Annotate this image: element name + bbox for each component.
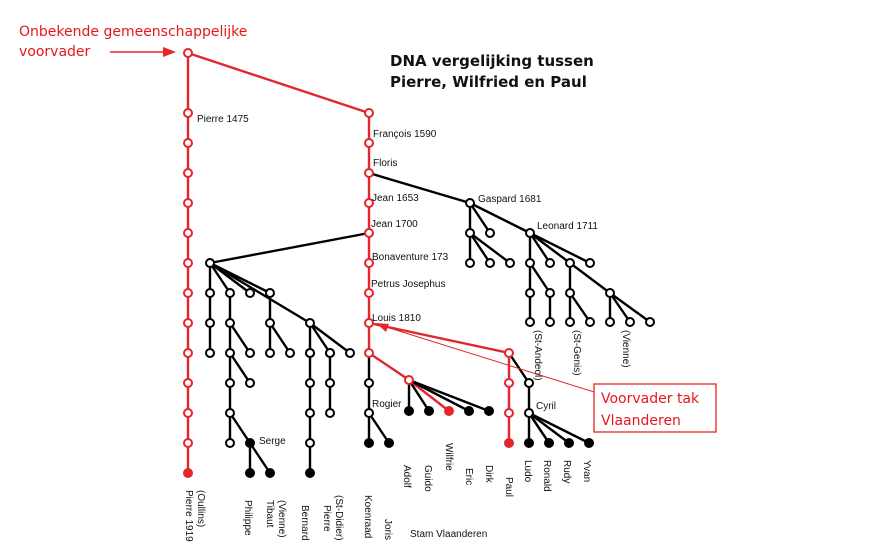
francois-line-node — [365, 349, 373, 357]
tree-node — [546, 318, 554, 326]
node-labels — [197, 114, 598, 447]
tree-node — [566, 289, 574, 297]
oullins-line-node — [184, 319, 192, 327]
tree-node — [526, 318, 534, 326]
tree-node — [526, 259, 534, 267]
label-jean-1653: Jean 1653 — [372, 193, 419, 204]
leaf-wilfrie: Wilfrie — [443, 443, 454, 471]
tree-edge — [610, 293, 630, 322]
cyril-child-leaf — [525, 439, 533, 447]
tree-edge — [230, 413, 250, 443]
francois-line-node — [365, 139, 373, 147]
ancestor-note-line2: voorvader — [19, 44, 91, 60]
label-jean-1700: Jean 1700 — [371, 219, 418, 230]
leaf-st-genis: (St-Genis) — [571, 330, 582, 376]
tree-node — [566, 318, 574, 326]
francois-line-node — [365, 229, 373, 237]
label-petrus: Petrus Josephus — [371, 279, 446, 290]
leaf-bernard: Bernard — [299, 505, 310, 541]
oullins-line-node — [184, 349, 192, 357]
francois-line-node — [365, 109, 373, 117]
bernard-line-node — [306, 349, 314, 357]
branch-note-line1: Voorvader tak — [601, 391, 700, 407]
leaf-koenraad: Koenraad — [362, 495, 373, 539]
label-francois: François 1590 — [373, 129, 437, 140]
tree-edge — [230, 323, 250, 353]
oullins-line-node — [184, 409, 192, 417]
tree-edge — [310, 323, 330, 353]
joris-edge — [369, 413, 389, 443]
tree-node — [466, 259, 474, 267]
label-cyril: Cyril — [536, 401, 556, 412]
bernard-leaf — [306, 469, 314, 477]
leaf-pierre-st-didier: Pierre — [321, 505, 332, 532]
leaf-node — [485, 407, 493, 415]
oullins-line-node — [184, 469, 192, 477]
leaf-ronald: Ronald — [541, 460, 552, 492]
joris-leaf — [385, 439, 393, 447]
leaf-node — [465, 407, 473, 415]
bernard-line-node — [306, 379, 314, 387]
tree-node — [646, 318, 654, 326]
tree-node — [266, 289, 274, 297]
cyril-edge — [509, 353, 529, 383]
leaf-node — [445, 407, 453, 415]
tree-node — [586, 259, 594, 267]
cyril-parent-node — [525, 379, 533, 387]
leaf-tibaut: Tibaut — [264, 500, 275, 528]
bernard-line-node — [306, 409, 314, 417]
tree-node — [486, 259, 494, 267]
tree-node — [286, 349, 294, 357]
leaf-node — [425, 407, 433, 415]
tree-edge — [530, 263, 550, 293]
paul-line-node — [505, 349, 513, 357]
leaf-ludo: Ludo — [522, 460, 533, 483]
tree-node — [246, 379, 254, 387]
branch-note-arrow-head — [376, 323, 389, 332]
french-branch-node — [206, 259, 214, 267]
francois-line-node — [365, 289, 373, 297]
tree-node — [526, 289, 534, 297]
ancestor-arrow-head — [163, 47, 176, 57]
oullins-line-node — [184, 109, 192, 117]
pierre-st-didier-line-node — [326, 409, 334, 417]
leaf-names — [183, 330, 631, 542]
ancestor-to-francois-edge — [188, 53, 369, 113]
tree-node — [306, 319, 314, 327]
oullins-line-node — [184, 439, 192, 447]
tree-node — [226, 379, 234, 387]
rogier-node — [365, 409, 373, 417]
cyril-child-leaf — [585, 439, 593, 447]
tree-edge — [230, 353, 250, 383]
tree-node — [206, 349, 214, 357]
ancestor-note — [19, 24, 247, 60]
tree-node — [226, 349, 234, 357]
bernard-line-node — [306, 439, 314, 447]
leaf-philippe: Philippe — [242, 500, 253, 536]
leaf-dirk: Dirk — [483, 465, 494, 483]
paul-line-node — [505, 409, 513, 417]
vlaanderen-node — [405, 376, 413, 384]
tree-node — [546, 289, 554, 297]
vlaanderen-edge — [369, 353, 409, 380]
leaf-rudy: Rudy — [561, 460, 572, 484]
oullins-line-node — [184, 49, 192, 57]
pierre-st-didier-line-node — [326, 349, 334, 357]
tree-node — [346, 349, 354, 357]
koenraad-leaf — [365, 439, 373, 447]
tree-node — [246, 349, 254, 357]
tree-edge — [470, 233, 490, 263]
tree-node — [546, 259, 554, 267]
oullins-line-node — [184, 289, 192, 297]
label-rogier: Rogier — [372, 399, 402, 410]
leaf-vienne: (Vienne) — [620, 330, 631, 368]
diagram-title — [390, 52, 594, 91]
tree-node — [206, 319, 214, 327]
tree-node — [226, 409, 234, 417]
tree-node — [606, 289, 614, 297]
paul-line-node — [505, 379, 513, 387]
paul-edge — [369, 323, 509, 353]
label-serge: Serge — [259, 436, 286, 447]
pierre-st-didier-line-node — [326, 379, 334, 387]
tibaut-leaf — [266, 469, 274, 477]
stam-vlaanderen-label: Stam Vlaanderen — [410, 529, 488, 540]
leaf-yvan: Yvan — [581, 460, 592, 483]
tree-node — [226, 439, 234, 447]
leaf-pierre-st-didier-place: (St-Didier) — [333, 495, 344, 541]
leaf-eric: Eric — [463, 468, 474, 486]
label-floris: Floris — [373, 158, 398, 169]
tree-node — [226, 319, 234, 327]
leaf-joris: Joris — [382, 519, 393, 541]
tree-edge — [270, 323, 290, 353]
ancestor-note-line1: Onbekende gemeenschappelijke — [19, 24, 248, 40]
tree-node — [246, 289, 254, 297]
cyril-child-leaf — [565, 439, 573, 447]
label-gaspard: Gaspard 1681 — [478, 194, 542, 205]
cyril-child-leaf — [545, 439, 553, 447]
cyril-node — [525, 409, 533, 417]
serge-node — [246, 439, 254, 447]
oullins-line-node — [184, 139, 192, 147]
tree-node — [466, 229, 474, 237]
oullins-line-node — [184, 199, 192, 207]
label-louis: Louis 1810 — [372, 313, 421, 324]
branch-note — [376, 323, 716, 432]
oullins-line-node — [184, 229, 192, 237]
tree-node — [566, 259, 574, 267]
tree-node — [266, 319, 274, 327]
leonard-node — [526, 229, 534, 237]
paul-line-node — [505, 439, 513, 447]
tree-node — [226, 289, 234, 297]
tree-node — [606, 318, 614, 326]
tree-node — [206, 289, 214, 297]
leaf-node — [405, 407, 413, 415]
leaf-st-andeol: (St-Andeol) — [532, 330, 543, 381]
gaspard-node — [466, 199, 474, 207]
francois-line-node — [365, 169, 373, 177]
label-leonard: Leonard 1711 — [537, 221, 598, 232]
oullins-line-node — [184, 169, 192, 177]
label-pierre-1475: Pierre 1475 — [197, 114, 249, 125]
leaf-pierre-1919: Pierre 1919 — [183, 490, 194, 542]
tree-node — [365, 379, 373, 387]
oullins-line-node — [184, 259, 192, 267]
tree-edges — [188, 53, 650, 473]
title-line2: Pierre, Wilfried en Paul — [390, 73, 587, 91]
tree-node — [266, 349, 274, 357]
leaf-guido: Guido — [422, 465, 433, 492]
leaf-pierre-1919-place: (Oullins) — [195, 490, 206, 528]
french-branch-edge — [210, 233, 369, 263]
leaf-paul: Paul — [503, 477, 514, 498]
philippe-leaf — [246, 469, 254, 477]
oullins-line-node — [184, 379, 192, 387]
tree-nodes — [184, 49, 654, 477]
tree-edge — [570, 293, 590, 322]
leaf-adolf: Adolf — [401, 465, 412, 488]
leaf-tibaut-place: (Vienne) — [276, 500, 287, 538]
tree-edge — [250, 443, 270, 473]
tree-node — [486, 229, 494, 237]
tree-node — [586, 318, 594, 326]
tree-node — [626, 318, 634, 326]
title-line1: DNA vergelijking tussen — [390, 52, 594, 70]
branch-note-line2: Vlaanderen — [601, 413, 681, 429]
tree-node — [506, 259, 514, 267]
label-bonaventure: Bonaventure 173 — [372, 252, 449, 263]
